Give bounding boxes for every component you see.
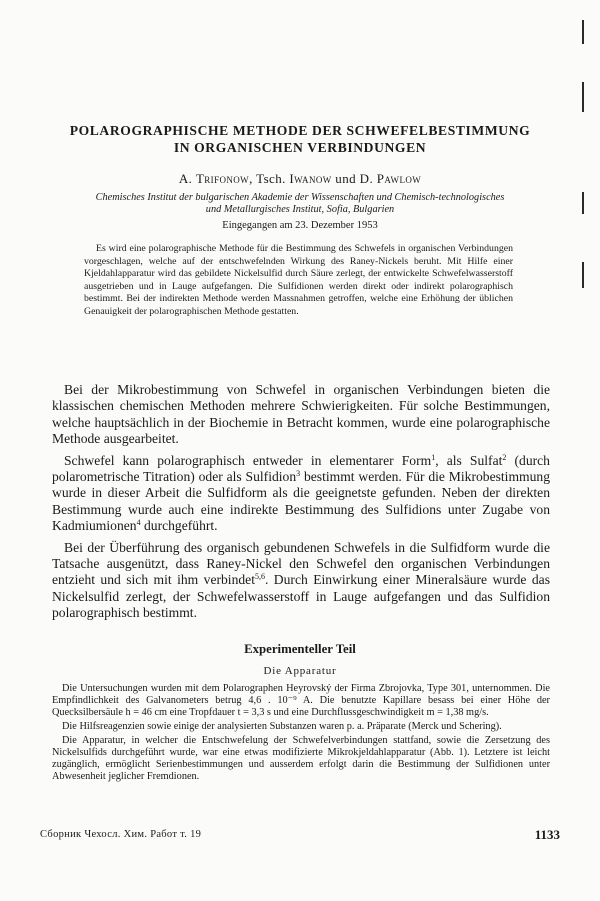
journal-name: Сборник Чехосл. Хим. Работ т. 19 (40, 829, 202, 840)
text-run: , als Sulfat (435, 452, 503, 468)
author-name: Trifonow (195, 171, 250, 186)
section-heading: Experimenteller Teil (244, 642, 356, 656)
apparatus-section (52, 683, 550, 785)
author-list (40, 171, 560, 187)
margin-mark (582, 20, 584, 44)
subsection-heading: Die Apparatur (263, 665, 337, 677)
body-paragraph (52, 453, 550, 535)
affiliation-line: Chemisches Institut der bulgarischen Akademie der Wissenschaften und Chemisch-technologisches (95, 192, 505, 203)
citation: 3 (296, 469, 301, 479)
small-paragraph: Die Untersuchungen wurden mit dem Polarographen Heyrovský der Firma Zbrojovka, Type 301, unternommen. Die Empfindlichkeit des Galvanometers betrug 4,6 . 10⁻⁹ A. Die benutzte Kapillare besass bei einer Höhe der Quecksilbersäule h = 46 cm eine Tropfdauer t = 3,3 s und eine Durchflussgeschwindigkeit m = 1,38 mg/s. (52, 683, 550, 718)
introduction (52, 382, 550, 627)
author-name: Iwanow (289, 171, 332, 186)
text-run: Schwefel kann polarographisch entweder in elementarer Form (64, 452, 432, 468)
citation: 1 (431, 452, 436, 462)
title-line-1: POLAROGRAPHISCHE METHODE DER SCHWEFELBESTIMMUNG (69, 123, 531, 138)
text-run: durchgeführt. (140, 518, 218, 534)
text-run: (durch polarometrische Titration) oder als Sulfidion (52, 452, 550, 485)
margin-mark (582, 82, 584, 112)
text-run: bestimmt werden. Für die Mikrobestimmung wurde in dieser Arbeit die Sulfidform als die geeignetste gefunden. Neben der direkten Bestimmung wurde auch eine indirekte Bestimmung des Sulfidions unter Zugabe von Kadmiumionen (52, 469, 551, 534)
text-run: . Durch Einwirkung einer Mineralsäure wurde das Nickelsulfid zerlegt, der Schwefelwasserstoff in Lauge aufgefangen und das Sulfidion polarographisch bestimmt. (52, 572, 551, 621)
author-initial: D. (359, 171, 377, 186)
affiliation-line: und Metallurgisches Institut, Sofia, Bulgarien (205, 204, 395, 215)
paper-title (40, 122, 560, 156)
body-paragraph (52, 540, 550, 622)
small-paragraph: Die Apparatur, in welcher die Entschwefelung der Schwefelverbindungen stattfand, sowie die Zersetzung des Nickelsulfids durchgeführt wurde, war eine etwas modifizierte Mikrokjeldahlapparatur (Abb. 1). Letztere ist leicht zugänglich, ermöglicht Serienbestimmungen und ausserdem erfolgt darin die Bestimmung der Sulfidionen unter Abwesenheit jeglicher Fremdionen. (52, 735, 550, 782)
author-initial: Tsch. (256, 171, 290, 186)
margin-mark (582, 262, 584, 288)
author-separator: und (331, 171, 360, 186)
received-date: Eingegangen am 23. Dezember 1953 (222, 220, 378, 231)
body-paragraph: Bei der Mikrobestimmung von Schwefel in organischen Verbindungen bieten die klassischen chemischen Methoden mehrere Schwierigkeiten. Für solche Bestimmungen, welche hauptsächlich in der Biochemie in Betracht kommen, wurde eine polarographische Methode ausgearbeitet. (52, 382, 550, 447)
page-number: 1133 (534, 827, 560, 842)
abstract: Es wird eine polarographische Methode für die Bestimmung des Schwefels in organischen Verbindungen vorgeschlagen, welche auf der entschwefelnden Wirkung des Raney-Nickels beruht. Mit Hilfe einer Kjeldahlapparatur wird das gebildete Nickelsulfid durch Säure zerlegt, der entwickelte Schwefelwasserstoff ausgetrieben und in Lauge aufgefangen. Die Sulfidionen werden direkt oder indirekt polarographisch bestimmt. Bei der indirekten Methode werden Massnahmen getroffen, welche eine Erhöhung der üblichen Genauigkeit der polarographischen Methode gestatten. (84, 243, 513, 317)
margin-mark (582, 192, 584, 214)
title-line-2: IN ORGANISCHEN VERBINDUNGEN (173, 140, 427, 155)
author-separator: , (249, 171, 257, 186)
citation: 4 (136, 518, 141, 528)
affiliation (30, 192, 570, 216)
author-initial: A. (178, 171, 196, 186)
small-paragraph: Die Hilfsreagenzien sowie einige der analysierten Substanzen waren p. a. Präparate (Merck und Schering). (62, 721, 502, 732)
author-name: Pawlow (376, 171, 422, 186)
citation: 2 (502, 452, 507, 462)
citation: 5,6 (255, 572, 265, 582)
text-run: Bei der Überführung des organisch gebundenen Schwefels in die Sulfidform wurde die Tatsache ausgenützt, dass Raney-Nickel den Schwefel den organischen Verbindungen entzieht und sich mit ihm verbindet (52, 539, 550, 588)
